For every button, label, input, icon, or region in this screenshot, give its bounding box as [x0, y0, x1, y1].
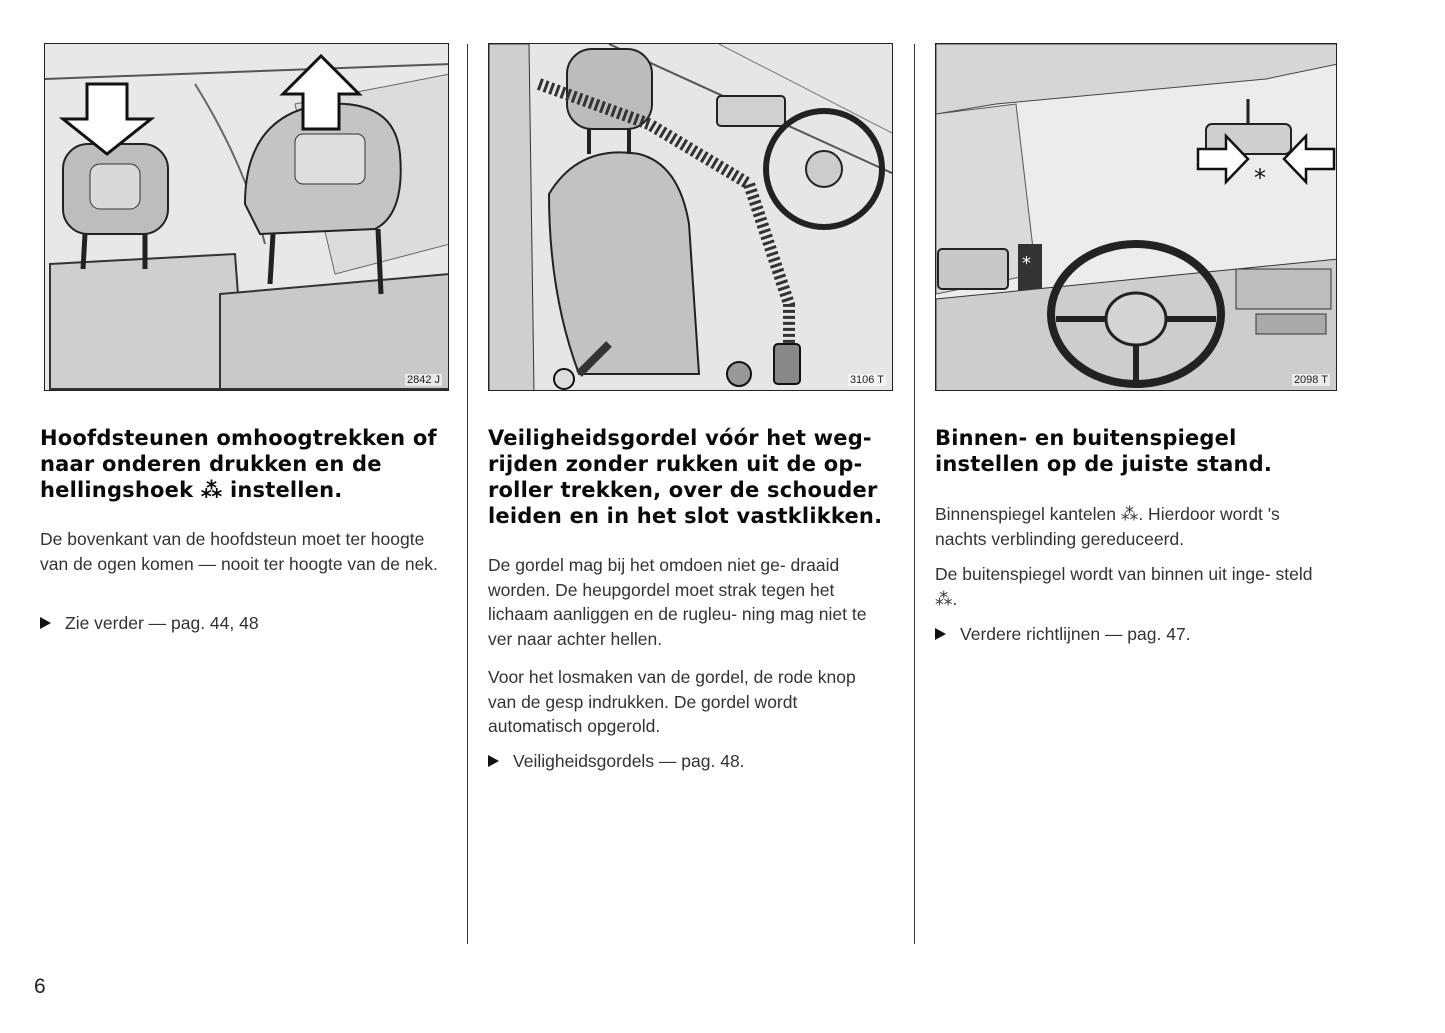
mirror-illustration	[935, 43, 1337, 391]
heading: Hoofdsteunen omhoogtrekken of naar onderen drukken en de hellingshoek ⁂ instellen.	[40, 426, 437, 502]
svg-text:*: *	[1254, 164, 1266, 192]
reference-text: Veiligheidsgordels — pag. 48.	[513, 751, 745, 771]
figure-code: 2098 T	[1293, 374, 1328, 386]
heading: Binnen- en buitenspiegel instellen op de juiste stand.	[935, 426, 1273, 476]
arrow-right-icon	[40, 617, 51, 629]
column-divider	[914, 44, 915, 944]
arrow-right-icon	[488, 755, 499, 767]
paragraph: Voor het losmaken van de gordel, de rode knop van de gesp indrukken. De gordel wordt automatisch opgerold.	[488, 667, 856, 736]
reference-text: Zie verder — pag. 44, 48	[65, 613, 259, 633]
arrow-right-icon	[935, 628, 946, 640]
headrest-illustration	[44, 43, 449, 391]
figure-code: 2842 J	[406, 374, 440, 386]
page-number: 6	[34, 975, 46, 998]
heading: Veiligheidsgordel vóór het weg- rijden zonder rukken uit de op- roller trekken, over de schouder leiden en in het slot vastklikken.	[488, 426, 883, 528]
figure-code: 3106 T	[849, 374, 884, 386]
page-reference	[935, 622, 1335, 646]
column-divider	[467, 44, 468, 944]
paragraph: De gordel mag bij het omdoen niet ge- draaid worden. De heupgordel moet strak tegen het lichaam aanliggen en de rugleu- ning mag niet te ver naar achter hellen.	[488, 555, 867, 649]
seatbelt-illustration	[488, 43, 893, 391]
paragraph: De bovenkant van de hoofdsteun moet ter hoogte van de ogen komen — nooit ter hoogte van de nek.	[40, 529, 438, 574]
reference-text: Verdere richtlijnen — pag. 47.	[960, 624, 1191, 644]
paragraph: De buitenspiegel wordt van binnen uit inge- steld ⁂.	[935, 564, 1313, 609]
paragraph: Binnenspiegel kantelen ⁂. Hierdoor wordt 's nachts verblinding gereduceerd.	[935, 504, 1280, 549]
page-reference	[488, 749, 888, 773]
page-reference	[40, 611, 440, 635]
svg-text:*: *	[1022, 253, 1031, 274]
